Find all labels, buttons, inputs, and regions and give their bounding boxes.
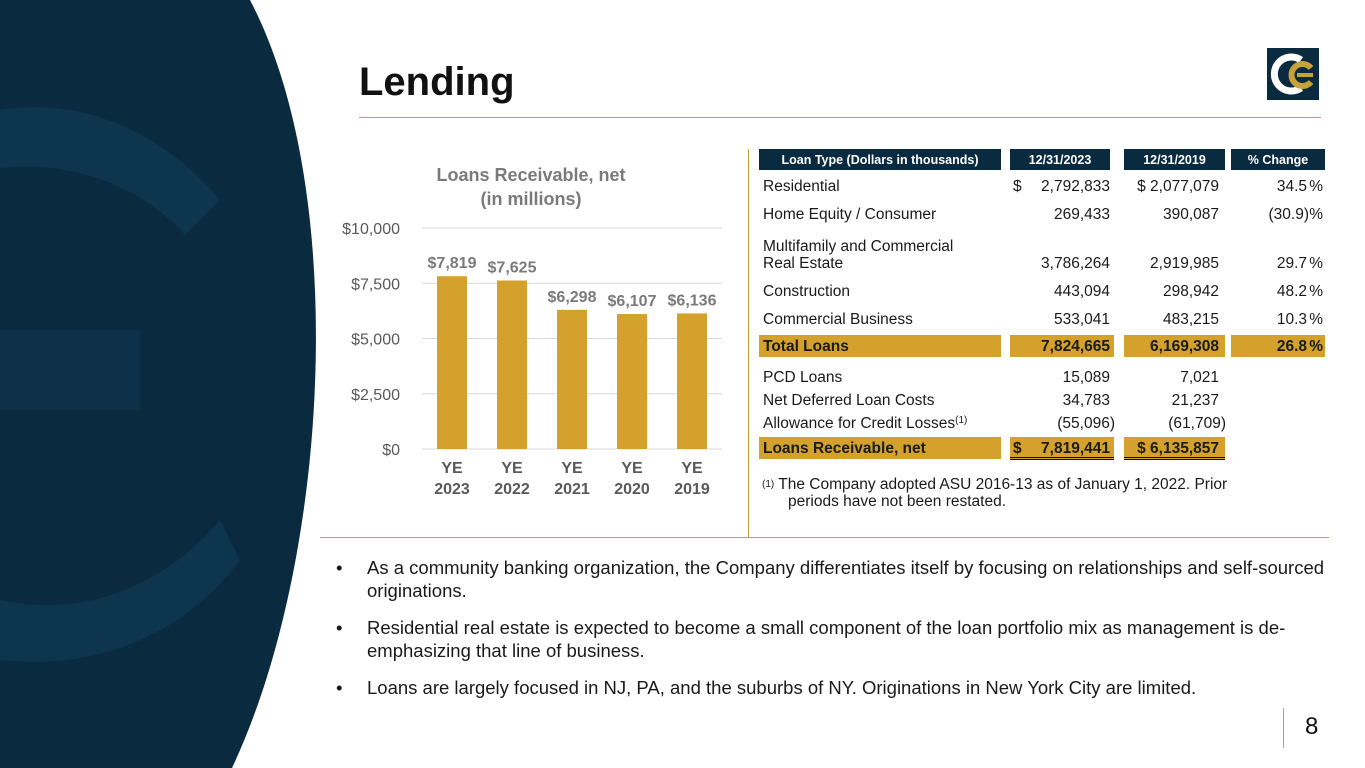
value-2019: 6,169,308 xyxy=(1150,338,1219,355)
row-label xyxy=(763,415,967,433)
value-2019: (61,709) xyxy=(1168,415,1226,432)
value-2019: 390,087 xyxy=(1162,206,1219,223)
footnote-line-1 xyxy=(762,476,1227,493)
row-label: Loans Receivable, net xyxy=(763,440,926,457)
bullet-text: Loans are largely focused in NJ, PA, and the suburbs of NY. Originations in New York City are limited. xyxy=(367,677,1197,698)
x-tick-label: 2022 xyxy=(494,481,530,498)
value-2023: 7,819,441 xyxy=(1041,440,1110,457)
bullet-item xyxy=(336,556,1326,602)
pct-change: 34.5 xyxy=(1276,178,1307,195)
value-2023: 7,824,665 xyxy=(1041,338,1110,355)
pct-sign: % xyxy=(1309,338,1323,355)
bar xyxy=(497,280,527,449)
row-label: Residential xyxy=(763,178,840,195)
data-label: $7,819 xyxy=(427,255,477,273)
chart-title: Loans Receivable, net xyxy=(436,165,626,185)
currency-sign: $ xyxy=(1013,440,1022,457)
row-label-text: Allowance for Credit Losses xyxy=(763,415,956,432)
bullet-marker: • xyxy=(336,677,343,698)
row-label: PCD Loans xyxy=(763,369,843,386)
row-label-line2: Real Estate xyxy=(763,255,844,272)
table-footnote xyxy=(762,476,1227,510)
x-tick-label: YE xyxy=(561,460,583,477)
value-2023: 269,433 xyxy=(1053,206,1110,223)
data-label: $6,136 xyxy=(667,292,717,310)
pct-change: (30.9) xyxy=(1268,206,1309,223)
bullet-item xyxy=(336,676,1326,699)
page-title: Lending xyxy=(359,60,515,104)
bullet-marker: • xyxy=(336,557,343,578)
col-header-2019: 12/31/2019 xyxy=(1124,149,1225,170)
page-number-divider xyxy=(1283,708,1284,748)
y-tick-label: $5,000 xyxy=(351,331,400,349)
pct-change: 10.3 xyxy=(1276,311,1307,328)
bar xyxy=(437,276,467,449)
y-tick-label: $7,500 xyxy=(351,276,400,294)
value-2023: 2,792,833 xyxy=(1041,178,1110,195)
loans-receivable-chart xyxy=(330,150,740,510)
pct-sign: % xyxy=(1309,255,1323,272)
x-tick-label: 2023 xyxy=(434,481,470,498)
x-tick-label: YE xyxy=(681,460,703,477)
data-label: $6,107 xyxy=(607,293,657,311)
chart-subtitle: (in millions) xyxy=(480,189,582,209)
bullet-item xyxy=(336,616,1326,662)
x-tick-label: YE xyxy=(621,460,643,477)
pct-sign: % xyxy=(1309,178,1323,195)
page-number: 8 xyxy=(1305,713,1319,740)
value-2019: 21,237 xyxy=(1171,392,1219,409)
value-2023: 3,786,264 xyxy=(1041,255,1110,272)
pct-sign: % xyxy=(1309,311,1323,328)
row-label: Total Loans xyxy=(763,338,849,355)
col-header-pct-change: % Change xyxy=(1231,149,1325,170)
value-2019: 2,919,985 xyxy=(1150,255,1219,272)
footnote-marker: (1) xyxy=(762,479,775,490)
y-tick-label: $10,000 xyxy=(342,221,400,238)
col-header-2023: 12/31/2023 xyxy=(1010,149,1110,170)
bullet-text: As a community banking organization, the Company differentiates itself by focusing on relationships and self-sourced originations. xyxy=(367,557,1325,601)
footnote-text-1: The Company adopted ASU 2016-13 as of January 1, 2022. Prior xyxy=(778,476,1228,493)
pct-sign: % xyxy=(1309,283,1323,300)
pct-sign: % xyxy=(1309,206,1323,223)
currency-sign: $ xyxy=(1013,178,1022,195)
footnote-text-2: periods have not been restated. xyxy=(788,493,1007,510)
bar xyxy=(677,313,707,449)
x-tick-label: YE xyxy=(501,460,523,477)
value-2019: $ 2,077,079 xyxy=(1137,178,1219,195)
x-tick-label: 2021 xyxy=(554,481,590,498)
y-tick-label: $0 xyxy=(382,442,400,459)
section-divider-horizontal xyxy=(320,537,1329,538)
value-2023: 34,783 xyxy=(1062,392,1110,409)
footnote-ref: (1) xyxy=(955,415,968,426)
data-label: $7,625 xyxy=(487,259,537,277)
value-2023: 533,041 xyxy=(1053,311,1110,328)
row-label: Net Deferred Loan Costs xyxy=(763,392,935,409)
bar xyxy=(557,310,587,449)
section-divider-vertical xyxy=(748,149,749,537)
value-2023: 15,089 xyxy=(1062,369,1110,386)
data-label: $6,298 xyxy=(547,288,597,306)
row-label: Construction xyxy=(763,283,851,300)
bullet-list xyxy=(336,556,1326,713)
row-label: Home Equity / Consumer xyxy=(763,206,937,223)
title-divider xyxy=(359,117,1321,118)
bullet-text: Residential real estate is expected to become a small component of the loan portfolio mix as management is de-emphasizing that line of business. xyxy=(367,617,1286,661)
x-tick-label: 2019 xyxy=(674,481,710,498)
row-label: Commercial Business xyxy=(763,311,913,328)
value-2019: 483,215 xyxy=(1162,311,1219,328)
value-2019: $ 6,135,857 xyxy=(1137,440,1219,457)
value-2019: 7,021 xyxy=(1180,369,1219,386)
value-2019: 298,942 xyxy=(1162,283,1219,300)
pct-change: 29.7 xyxy=(1276,255,1307,272)
bullet-marker: • xyxy=(336,617,343,638)
value-2023: (55,096) xyxy=(1057,415,1115,432)
bar xyxy=(617,314,647,449)
pct-change: 48.2 xyxy=(1276,283,1307,300)
x-tick-label: YE xyxy=(441,460,463,477)
x-tick-label: 2020 xyxy=(614,481,650,498)
y-tick-label: $2,500 xyxy=(351,386,400,404)
row-label: Multifamily and Commercial xyxy=(763,238,954,255)
pct-change: 26.8 xyxy=(1276,338,1307,355)
value-2023: 443,094 xyxy=(1053,283,1110,300)
col-header-loan-type: Loan Type (Dollars in thousands) xyxy=(759,149,1001,170)
company-logo xyxy=(1267,48,1319,100)
